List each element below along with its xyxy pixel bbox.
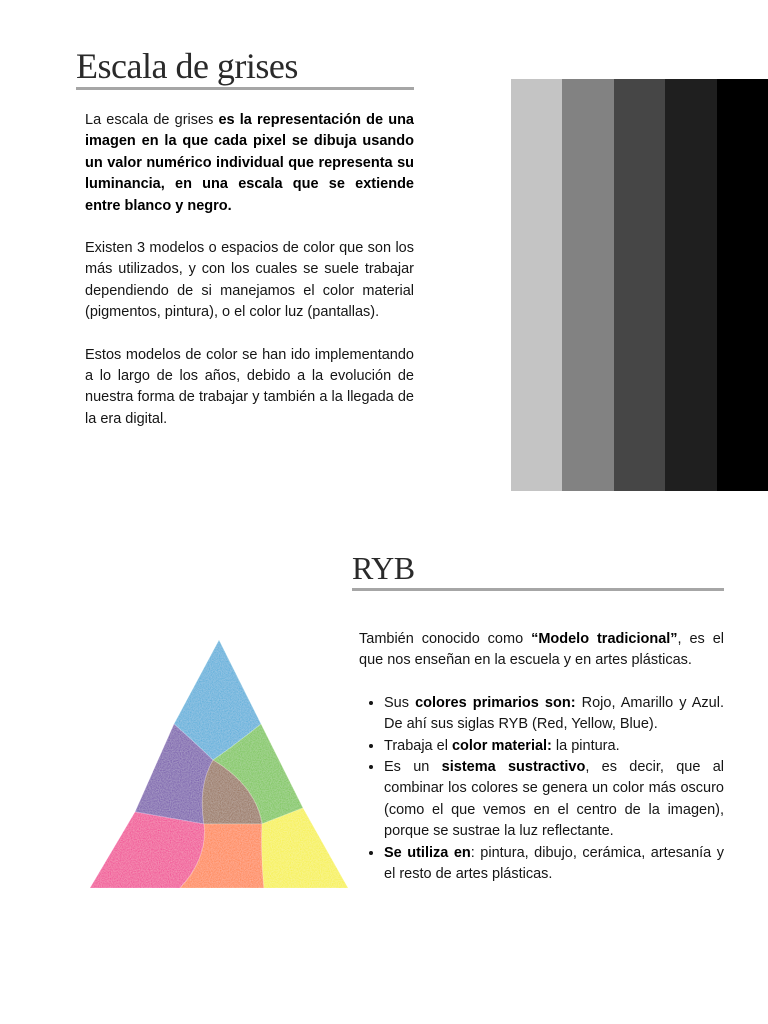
- grayscale-text: [85, 110, 414, 430]
- grayscale-paragraph-2: Existen 3 modelos o espacios de color que son los más utilizados, y con los cuales se suele trabajar dependiendo de si manejamos el color material (pigmentos, pintura), o el color luz (pantallas).: [85, 240, 414, 321]
- gray-swatch-5: [717, 79, 768, 491]
- page-title: Escala de grises: [76, 46, 298, 86]
- grayscale-strip: [511, 79, 768, 491]
- section-underline: [352, 588, 724, 591]
- ryb-bullet-subtractive: • Es un sistema sustractivo, es decir, que al combinar los colores se genera un color más oscuro (como el que vemos en el centro de la imagen), porque se sustrae la luz reflectante.: [384, 757, 724, 843]
- gray-swatch-3: [614, 79, 665, 491]
- ryb-bullet-list: [359, 693, 724, 886]
- gray-swatch-1: [511, 79, 562, 491]
- grayscale-paragraph-3: Estos modelos de color se han ido implementando a lo largo de los años, debido a la evolución de nuestra forma de trabajar y también a la llegada de la era digital.: [85, 346, 414, 427]
- gray-swatch-2: [562, 79, 613, 491]
- triangle-segment-magenta: [90, 812, 205, 888]
- section-title-ryb: RYB: [352, 550, 415, 586]
- ryb-color-triangle: [86, 636, 352, 892]
- grayscale-paragraph-1: La escala de grises es la representación de una imagen en la que cada pixel se dibuja usando un valor numérico individual que representa su luminancia, en una escala que se extiende entre blanco y negro.: [85, 112, 414, 214]
- ryb-text: [359, 629, 724, 885]
- ryb-intro: También conocido como “Modelo tradicional”, es el que nos enseñan en la escuela y en artes plásticas.: [359, 631, 725, 669]
- ryb-bullet-primaries: • Sus colores primarios son: Rojo, Amarillo y Azul. De ahí sus siglas RYB (Red, Yellow, Blue).: [384, 693, 724, 736]
- triangle-segment-yellow: [262, 808, 348, 888]
- gray-swatch-4: [665, 79, 716, 491]
- title-underline: [76, 87, 414, 90]
- ryb-bullet-material: • Trabaja el color material: la pintura.: [384, 736, 724, 757]
- ryb-bullet-uses: • Se utiliza en: pintura, dibujo, cerámica, artesanía y el resto de artes plásticas.: [384, 843, 724, 886]
